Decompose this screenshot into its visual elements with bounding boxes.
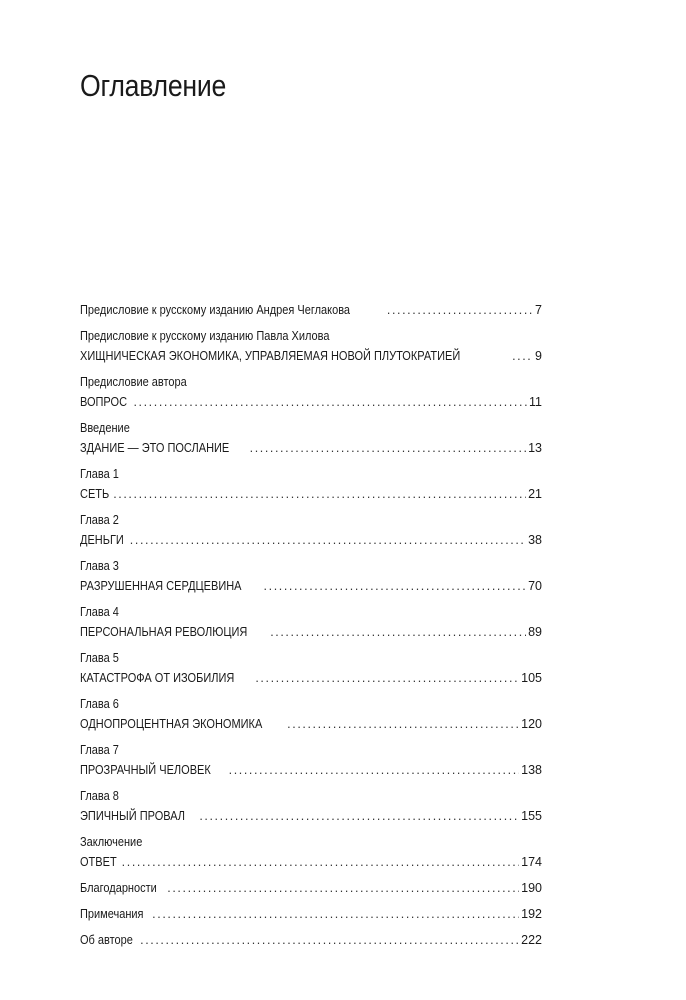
toc-entry[interactable]: [80, 372, 542, 412]
dot-leader: [130, 530, 526, 550]
dot-leader: [270, 622, 526, 642]
dot-leader: [133, 392, 527, 412]
toc-entry[interactable]: [80, 556, 542, 596]
toc-line[interactable]: [80, 760, 542, 780]
dot-leader: [140, 930, 519, 950]
toc-section-label: [80, 556, 542, 576]
toc-page-number[interactable]: 38: [528, 533, 542, 547]
toc-entry[interactable]: [80, 602, 542, 642]
toc-line[interactable]: [80, 904, 542, 924]
toc-page-number[interactable]: 13: [528, 441, 542, 455]
dot-leader: [264, 576, 527, 596]
toc-section-label: [80, 418, 542, 438]
toc-page-number[interactable]: 138: [521, 763, 542, 777]
toc-entry[interactable]: [80, 326, 542, 366]
toc-page-number[interactable]: 9: [535, 349, 542, 363]
toc-page-number[interactable]: 89: [528, 625, 542, 639]
toc-section-label: [80, 510, 542, 530]
toc-section-label: [80, 648, 542, 668]
toc-entry[interactable]: [80, 418, 542, 458]
toc-page-number[interactable]: 222: [521, 933, 542, 947]
toc-page-number[interactable]: 105: [521, 671, 542, 685]
toc-section-label: [80, 740, 542, 760]
toc-page-number[interactable]: 70: [528, 579, 542, 593]
toc-title[interactable]: Предисловие к русскому изданию Андрея Чеглакова: [80, 303, 351, 317]
toc-title[interactable]: ЭПИЧНЫЙ ПРОВАЛ: [80, 809, 186, 823]
toc-title[interactable]: Благодарности: [80, 881, 157, 895]
toc-title[interactable]: ПРОЗРАЧНЫЙ ЧЕЛОВЕК: [80, 763, 211, 777]
toc-section-label: [80, 832, 542, 852]
toc-line[interactable]: [80, 300, 542, 320]
toc-section-label-text: Заключение: [80, 835, 143, 849]
toc-section-label-text: Предисловие автора: [80, 375, 187, 389]
toc-title[interactable]: РАЗРУШЕННАЯ СЕРДЦЕВИНА: [80, 579, 242, 593]
toc-line[interactable]: [80, 806, 542, 826]
toc-entry[interactable]: [80, 464, 542, 504]
toc-title[interactable]: Об авторе: [80, 933, 133, 947]
toc-line[interactable]: [80, 622, 542, 642]
toc-title[interactable]: ВОПРОС: [80, 395, 128, 409]
toc-section-label-text: Глава 7: [80, 743, 119, 757]
toc-line[interactable]: [80, 484, 542, 504]
toc-title[interactable]: ХИЩНИЧЕСКАЯ ЭКОНОМИКА, УПРАВЛЯЕМАЯ НОВОЙ ПЛУТОКРАТИЕЙ: [80, 349, 461, 363]
toc-section-label: [80, 464, 542, 484]
toc-page-number[interactable]: 11: [529, 395, 542, 409]
toc-section-label: [80, 602, 542, 622]
dot-leader: [199, 806, 519, 826]
dot-leader: [167, 878, 519, 898]
toc-entry[interactable]: [80, 740, 542, 780]
toc-line[interactable]: [80, 438, 542, 458]
toc-section-label-text: Введение: [80, 421, 130, 435]
toc-entry[interactable]: [80, 510, 542, 550]
toc-line[interactable]: [80, 576, 542, 596]
toc-page-number[interactable]: 192: [521, 907, 542, 921]
toc-page-number[interactable]: 174: [521, 855, 542, 869]
dot-leader: [122, 852, 519, 872]
toc-title[interactable]: ОДНОПРОЦЕНТНАЯ ЭКОНОМИКА: [80, 717, 263, 731]
dot-leader: [113, 484, 526, 504]
toc-section-label: [80, 372, 542, 392]
toc-line[interactable]: [80, 714, 542, 734]
toc-section-label-text: Глава 6: [80, 697, 119, 711]
dot-leader: [229, 760, 520, 780]
dot-leader: [250, 438, 526, 458]
toc-line[interactable]: [80, 392, 542, 412]
page-title: Оглавление: [80, 68, 227, 103]
toc-page-number[interactable]: 120: [521, 717, 542, 731]
toc-line[interactable]: [80, 878, 542, 898]
dot-leader: [512, 346, 533, 366]
toc-page-number[interactable]: 190: [521, 881, 542, 895]
toc-line[interactable]: [80, 930, 542, 950]
toc-title[interactable]: Примечания: [80, 907, 144, 921]
toc-title[interactable]: ДЕНЬГИ: [80, 533, 124, 547]
toc-page-number[interactable]: 155: [521, 809, 542, 823]
toc-page-number[interactable]: 7: [535, 303, 542, 317]
dot-leader: [152, 904, 519, 924]
toc-line[interactable]: [80, 668, 542, 688]
toc-line[interactable]: [80, 530, 542, 550]
toc-entry[interactable]: [80, 648, 542, 688]
toc-section-label-text: Глава 8: [80, 789, 119, 803]
toc-line[interactable]: [80, 346, 542, 366]
table-of-contents: [80, 300, 542, 950]
toc-entry[interactable]: [80, 930, 542, 950]
toc-section-label: [80, 326, 542, 346]
toc-section-label: [80, 786, 542, 806]
toc-entry[interactable]: [80, 300, 542, 320]
toc-section-label-text: Глава 2: [80, 513, 119, 527]
toc-page-number[interactable]: 21: [528, 487, 542, 501]
toc-section-label-text: Глава 1: [80, 467, 119, 481]
dot-leader: [387, 300, 533, 320]
toc-section-label-text: Глава 5: [80, 651, 119, 665]
toc-entry[interactable]: [80, 694, 542, 734]
toc-title[interactable]: КАТАСТРОФА ОТ ИЗОБИЛИЯ: [80, 671, 235, 685]
toc-title[interactable]: ОТВЕТ: [80, 855, 117, 869]
toc-title[interactable]: СЕТЬ: [80, 487, 110, 501]
toc-entry[interactable]: [80, 786, 542, 826]
dot-leader: [287, 714, 519, 734]
toc-section-label: [80, 694, 542, 714]
toc-entry[interactable]: [80, 878, 542, 898]
toc-title[interactable]: ПЕРСОНАЛЬНАЯ РЕВОЛЮЦИЯ: [80, 625, 248, 639]
toc-section-label-text: Предисловие к русскому изданию Павла Хилова: [80, 329, 330, 343]
dot-leader: [255, 668, 519, 688]
toc-section-label-text: Глава 4: [80, 605, 119, 619]
toc-entry[interactable]: [80, 832, 542, 872]
toc-line[interactable]: [80, 852, 542, 872]
toc-title[interactable]: ЗДАНИЕ — ЭТО ПОСЛАНИЕ: [80, 441, 230, 455]
toc-section-label-text: Глава 3: [80, 559, 119, 573]
toc-entry[interactable]: [80, 904, 542, 924]
